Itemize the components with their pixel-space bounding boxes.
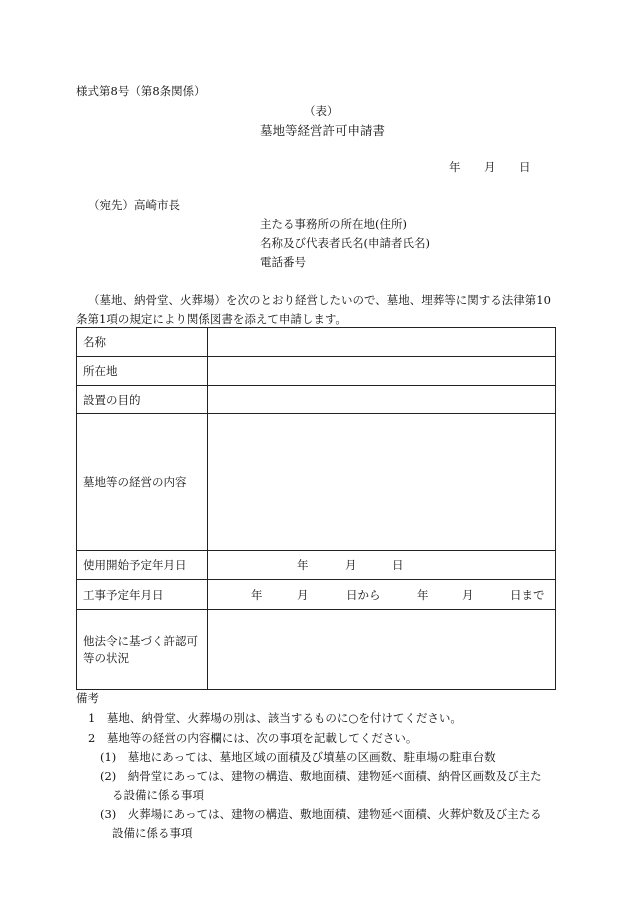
table-row-start-date — [77, 551, 556, 580]
construction-month-2: 月 — [462, 587, 474, 602]
start-day: 日 — [392, 558, 404, 572]
construction-from: 日から — [346, 587, 381, 602]
note-sub-3-line-2: 設備に係る事項 — [112, 826, 193, 840]
table-row-other-laws — [77, 610, 556, 690]
location-label: 所在地 — [77, 357, 208, 386]
start-date-field[interactable] — [208, 551, 556, 580]
applicant-phone-label: 電話番号 — [260, 255, 306, 269]
note-sub-2-line-2: る設備に係る事項 — [112, 788, 204, 802]
notes-heading: 備考 — [76, 691, 99, 705]
note-sub-1: (1) 墓地にあっては、墓地区域の面積及び墳墓の区画数、駐車場の駐車台数 — [100, 750, 496, 764]
content-label: 墓地等の経営の内容 — [77, 414, 208, 551]
construction-label: 工事予定年月日 — [77, 580, 208, 610]
content-field[interactable] — [208, 414, 556, 551]
construction-field[interactable] — [208, 580, 556, 610]
application-table — [76, 327, 556, 690]
start-year: 年 — [297, 558, 309, 572]
location-field[interactable] — [208, 357, 556, 386]
form-number: 様式第8号（第8条関係） — [76, 84, 206, 98]
applicant-office-address-label: 主たる事務所の所在地(住所) — [260, 217, 407, 231]
purpose-field[interactable] — [208, 386, 556, 414]
construction-year-1: 年 — [251, 587, 263, 602]
form-side-label: （表） — [304, 104, 339, 118]
table-row-purpose — [77, 386, 556, 414]
construction-year-2: 年 — [417, 587, 429, 602]
intro-line-2: 条第1項の規定により関係図書を添えて申請します。 — [76, 312, 347, 326]
intro-line-1: （墓地、納骨堂、火葬場）を次のとおり経営したいので、墓地、埋葬等に関する法律第10 — [88, 293, 551, 307]
date-day: 日 — [519, 160, 531, 174]
table-row-name — [77, 328, 556, 357]
construction-until: 日まで — [510, 587, 545, 602]
table-row-content — [77, 414, 556, 551]
start-month: 月 — [345, 558, 357, 572]
form-title: 墓地等経営許可申請書 — [260, 123, 386, 138]
addressee: （宛先）高崎市長 — [88, 198, 180, 212]
applicant-name-label: 名称及び代表者氏名(申請者氏名) — [260, 236, 430, 250]
purpose-label: 設置の目的 — [77, 386, 208, 414]
construction-month-1: 月 — [297, 587, 309, 602]
table-row-location — [77, 357, 556, 386]
name-label: 名称 — [77, 328, 208, 357]
note-2: 2 墓地等の経営の内容欄には、次の事項を記載してください。 — [88, 731, 418, 745]
note-1: 1 墓地、納骨堂、火葬場の別は、該当するものに○を付けてください。 — [88, 711, 462, 725]
other-laws-field[interactable] — [208, 610, 556, 690]
date-year: 年 — [449, 160, 461, 174]
name-field[interactable] — [208, 328, 556, 357]
note-sub-3-line-1: (3) 火葬場にあっては、建物の構造、敷地面積、建物延べ面積、火葬炉数及び主たる — [100, 807, 542, 821]
date-month: 月 — [484, 160, 496, 174]
table-row-construction — [77, 580, 556, 610]
start-date-label: 使用開始予定年月日 — [77, 551, 208, 580]
other-laws-label: 他法令に基づく許認可等の状況 — [77, 610, 208, 690]
note-sub-2-line-1: (2) 納骨堂にあっては、建物の構造、敷地面積、建物延べ面積、納骨区画数及び主た — [100, 769, 542, 783]
